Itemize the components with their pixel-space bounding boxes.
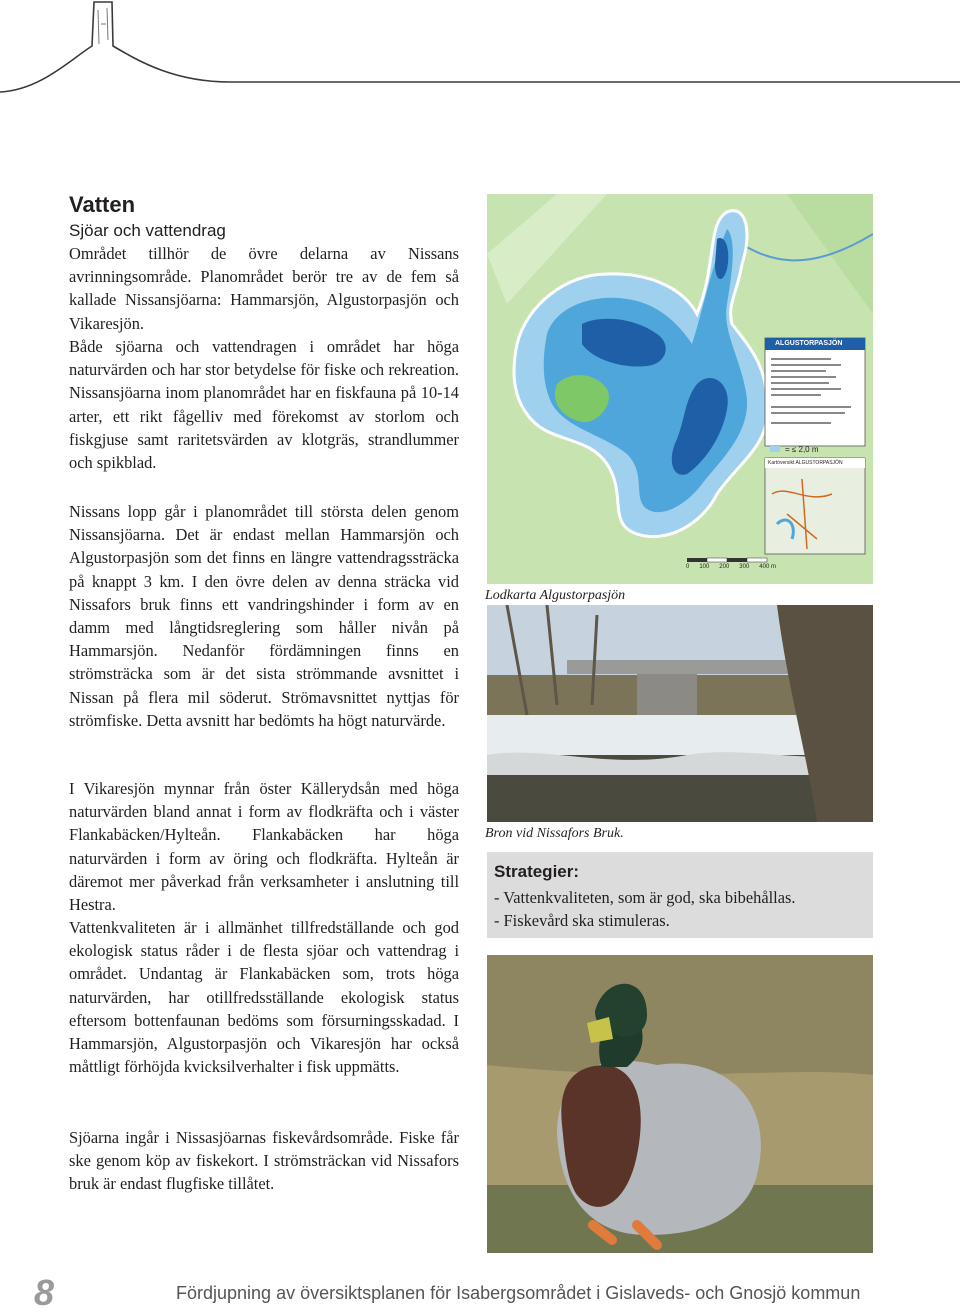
section-subheading: Sjöar och vattendrag xyxy=(69,221,226,240)
strategies-title: Strategier: xyxy=(494,862,580,881)
page-number: 8 xyxy=(34,1272,55,1313)
strategy-item: - Fiskevård ska stimuleras. xyxy=(494,911,670,930)
map-depth-legend: = ≤ 2,0 m xyxy=(785,445,819,454)
map-scale-labels xyxy=(686,564,776,570)
paragraph-nature-values: Både sjöarna och vattendragen i området har höga naturvärden och har stor betydelse för fiske och rekreation. Nissansjöarna inom planområdet har en fiskfauna på 10-14 arter, ett rikt fågelliv med förekomst av storlom och fiskgjuse samt raritetsvärden av klotgräs, strandlummer och spikblad. xyxy=(69,337,459,473)
paragraph-water-quality: Vattenkvaliteten är i allmänhet tillfredställande och god ekologisk status råder i de flesta sjöar och vattendrag i området. Undantag är Flankabäcken som, trots höga naturvärden, har otillfredsställande ekologisk status eftersom bottenfaunan bedöms som försurningsskadad. I Hammarsjön, Algustorpasjön och Vikaresjön har också måttligt förhöjda kvicksilverhalter i fisk uppmätts. xyxy=(69,918,459,1077)
strategy-item: - Vattenkvaliteten, som är god, ska bibehållas. xyxy=(494,888,796,907)
paragraph-fishing: Sjöarna ingår i Nissasjöarnas fiskevårdsområde. Fiske får ske genom köp av fiskekort. I strömsträckan vid Nissafors bruk är endast flugfiske tillåtet. xyxy=(69,1128,459,1194)
bridge-photo xyxy=(487,605,873,822)
paragraph-intro: Området tillhör de övre delarna av Nissans avrinningsområde. Planområdet berör tre av de fem så kallade Nissansjöarna: Hammarsjön, Algustorpasjön och Vikaresjön. xyxy=(69,244,459,333)
bridge-caption: Bron vid Nissafors Bruk. xyxy=(485,826,624,841)
scale-label: 300 xyxy=(739,564,750,570)
paragraph-vikaresjon: I Vikaresjön mynnar från öster Källerydsån med höga naturvärden bland annat i form av flodkräfta och i väster Flankabäcken/Hylteån. Flankabäcken har höga naturvärden i form av öring och flodkräfta. Hylteån är däremot mer påverkad från verksamheter i anslutning till Hestra. xyxy=(69,779,459,915)
section-heading: Vatten xyxy=(69,192,136,217)
map-inset-title: Kartöversikt ALGUSTORPASJÖN xyxy=(768,460,843,466)
scale-label: 400 m xyxy=(759,564,776,570)
strategies-box xyxy=(487,852,873,938)
duck-photo xyxy=(487,955,873,1253)
map-title: ALGUSTORPASJÖN xyxy=(775,340,843,347)
paragraph-nissan-course: Nissans lopp går i planområdet till största delen genom Nissansjöarna. Det är endast mellan Hammarsjön och Algustorpasjön som det finns en längre vattendragssträcka på knappt 3 km. I den övre delen av denna sträcka vid Nissafors bruk finns ett vandringshinder i form av en damm med långtidsreglering som håller nivån på Hammarsjön. Nedanför fördämningen finns en strömsträcka som är det sista strömmande avsnittet i Nissan på flera mil söderut. Strömavsnittet nyttjas för strömfiske. Detta avsnitt har bedömts ha högt naturvärde. xyxy=(69,502,459,730)
footer-title: Fördjupning av översiktsplanen för Isabergsområdet i Gislaveds- och Gnosjö kommun xyxy=(176,1283,861,1303)
map-caption: Lodkarta Algustorpasjön xyxy=(485,588,626,603)
scale-label: 100 xyxy=(699,564,710,570)
depth-map-image xyxy=(487,194,873,584)
scale-label: 200 xyxy=(719,564,730,570)
tower-logo-icon xyxy=(0,0,960,110)
scale-label: 0 xyxy=(686,564,690,570)
